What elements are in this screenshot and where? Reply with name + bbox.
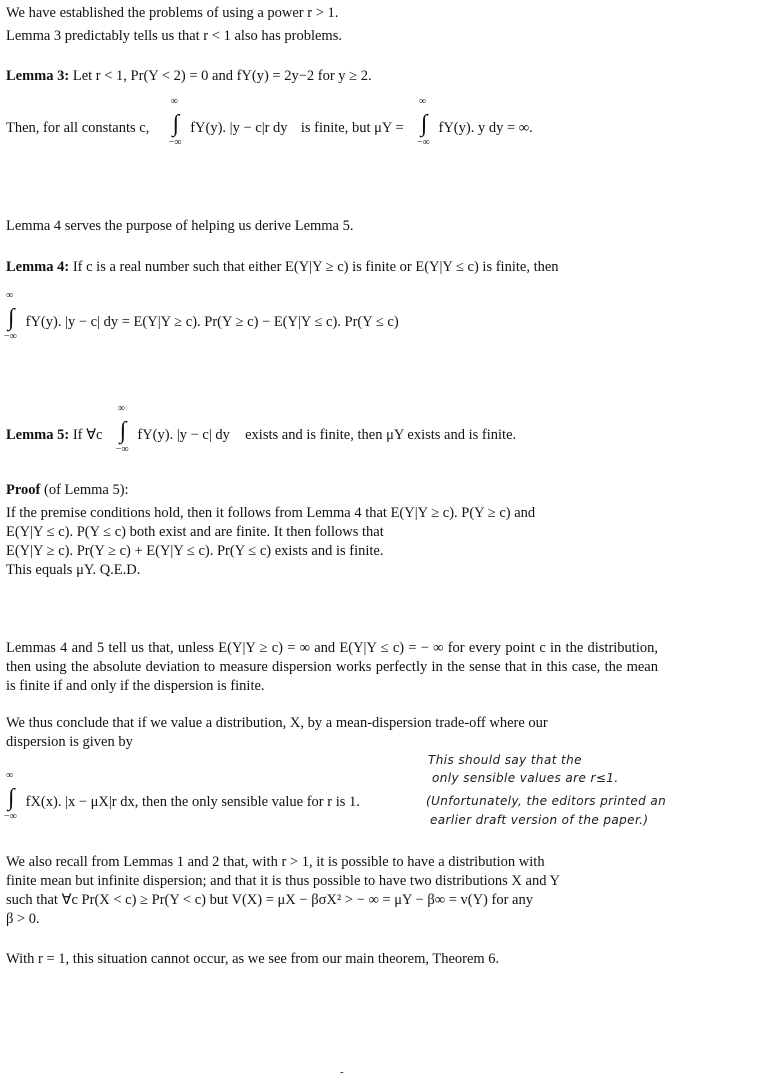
lemma3-then: Then, for all constants c, xyxy=(6,120,150,136)
lemmas45-paragraph: Lemmas 4 and 5 tell us that, unless E(Y|Y ≥ c) = ∞ and E(Y|Y ≤ c) = − ∞ for every point c in the distribution, then using the absolute deviation to measure dispersion works perfectly in the sense that in this case, the mean is finite if and only if the dispersion is finite. xyxy=(6,640,658,694)
lemma5-label: Lemma 5: xyxy=(6,427,70,443)
lemma4-equation xyxy=(4,290,399,342)
integral-sign: ∞ ∫ −∞ xyxy=(4,770,17,822)
proof-line-4: This equals μY. Q.E.D. xyxy=(6,562,141,578)
recall-line-3: such that ∀c Pr(X < c) ≥ Pr(Y < c) but V(X) = μX − βσX² > − ∞ = μY − β∞ = v(Y) for any xyxy=(6,892,533,908)
recall-line-4: β > 0. xyxy=(6,911,40,927)
lemma4-statement xyxy=(6,258,559,277)
lemma3-integrand-2: fY(y). y dy = ∞. xyxy=(438,120,533,136)
proof-line-3: E(Y|Y ≥ c). Pr(Y ≥ c) + E(Y|Y ≤ c). Pr(Y ≤ c) exists and is finite. xyxy=(6,543,384,559)
lemma5-statement xyxy=(6,403,517,455)
integral-sign: ∞ ∫ −∞ xyxy=(4,290,17,342)
lemma3-middle: is finite, but μY = xyxy=(300,120,404,136)
lemma5-prefix: If ∀c xyxy=(72,427,103,443)
proof-line-2: E(Y|Y ≤ c). P(Y ≤ c) both exist and are finite. It then follows that xyxy=(6,524,384,540)
lemma5-suffix: exists and is finite, then μY exists and is finite. xyxy=(245,427,517,443)
recall-line-2: finite mean but infinite dispersion; and that it is thus possible to have two distributions X and Y xyxy=(6,873,561,889)
final-paragraph: With r = 1, this situation cannot occur, as we see from our main theorem, Theorem 6. xyxy=(6,951,500,967)
lemma3-text: Let r < 1, Pr(Y < 2) = 0 and fY(y) = 2y−2 for y ≥ 2. xyxy=(72,68,372,84)
conclude-equation xyxy=(4,770,360,822)
proof-label-suffix: (of Lemma 5): xyxy=(44,482,129,498)
handwritten-note-line-2: only sensible values are r≤1. xyxy=(432,771,619,785)
lemma5-integrand: fY(y). |y − c| dy xyxy=(137,427,230,443)
lemma4-text: If c is a real number such that either E(Y|Y ≥ c) is finite or E(Y|Y ≤ c) is finite, then xyxy=(72,259,559,275)
proof-line-1: If the premise conditions hold, then it follows from Lemma 4 that E(Y|Y ≥ c). P(Y ≥ c) and xyxy=(6,505,536,521)
intro-line-1: We have established the problems of using a power r > 1. xyxy=(6,5,339,21)
handwritten-note-line-1: This should say that the xyxy=(428,753,582,767)
page-number: - xyxy=(340,1066,344,1078)
integral-sign: ∞ ∫ −∞ xyxy=(168,96,182,148)
integral-sign: ∞ ∫ −∞ xyxy=(115,403,129,455)
lemma4-label: Lemma 4: xyxy=(6,259,70,275)
lemma4-integrand: fY(y). |y − c| dy = E(Y|Y ≥ c). Pr(Y ≥ c) − E(Y|Y ≤ c). Pr(Y ≤ c) xyxy=(25,314,399,330)
handwritten-note-line-3: (Unfortunately, the editors printed an xyxy=(426,794,667,808)
lemma3-integrand-1: fY(y). |y − c|r dy xyxy=(190,120,288,136)
intro-line-2: Lemma 3 predictably tells us that r < 1 also has problems. xyxy=(6,28,342,44)
lemma3-label: Lemma 3: xyxy=(6,68,70,84)
conclude-line-1: We thus conclude that if we value a distribution, X, by a mean-dispersion trade-off where our xyxy=(6,715,548,731)
integral-sign: ∞ ∫ −∞ xyxy=(416,96,430,148)
proof-label: Proof xyxy=(6,482,41,498)
conclude-line-2: dispersion is given by xyxy=(6,734,133,750)
proof-heading xyxy=(6,481,129,500)
lemma4-intro: Lemma 4 serves the purpose of helping us derive Lemma 5. xyxy=(6,218,354,234)
recall-line-1: We also recall from Lemmas 1 and 2 that, with r > 1, it is possible to have a distribution with xyxy=(6,854,545,870)
lemma3-statement xyxy=(6,67,372,86)
lemma3-conclusion xyxy=(6,96,533,148)
handwritten-note-line-4: earlier draft version of the paper.) xyxy=(430,813,649,827)
conclude-integrand: fX(x). |x − μX|r dx, then the only sensible value for r is 1. xyxy=(25,794,360,810)
